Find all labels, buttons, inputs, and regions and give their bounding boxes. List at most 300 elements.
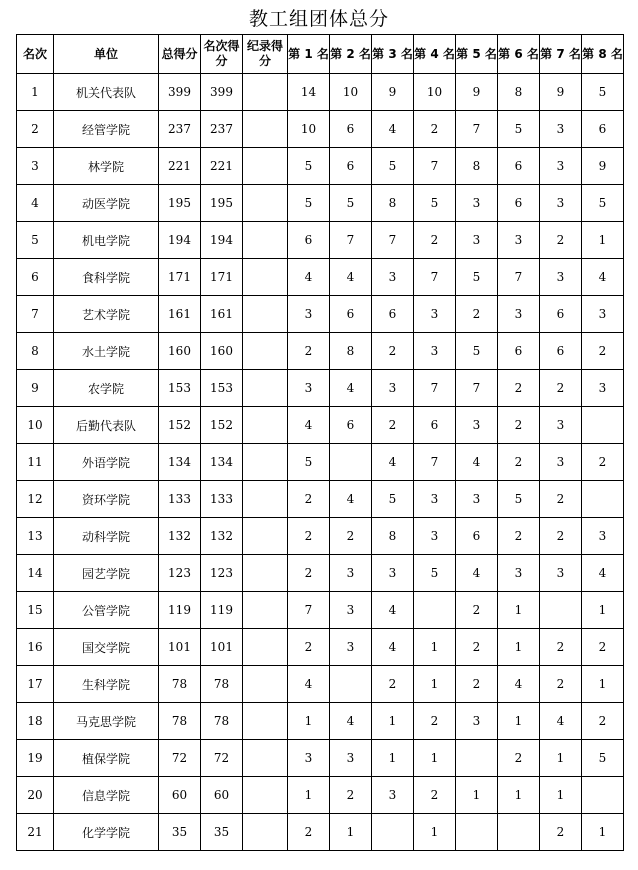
place-2-cell: 4 [330,481,372,518]
place-4-cell: 2 [414,222,456,259]
rank-cell: 4 [17,185,54,222]
place-5-cell: 2 [456,629,498,666]
rank-cell: 6 [17,259,54,296]
rank-score-cell: 152 [201,407,243,444]
total-score-cell: 152 [159,407,201,444]
rank-score-cell: 78 [201,703,243,740]
place-8-cell [582,407,624,444]
unit-cell: 艺术学院 [54,296,159,333]
place-1-cell: 5 [288,185,330,222]
place-8-cell: 5 [582,74,624,111]
place-5-cell: 2 [456,296,498,333]
place-6-cell: 2 [498,518,540,555]
place-2-cell: 6 [330,148,372,185]
place-5-cell: 2 [456,666,498,703]
place-6-cell: 3 [498,555,540,592]
place-4-cell: 7 [414,148,456,185]
unit-cell: 动科学院 [54,518,159,555]
rank-score-cell: 134 [201,444,243,481]
place-6-cell: 1 [498,629,540,666]
place-7-cell: 2 [540,370,582,407]
record-score-cell [243,592,288,629]
total-score-cell: 123 [159,555,201,592]
total-score-cell: 161 [159,296,201,333]
place-8-cell: 4 [582,259,624,296]
place-3-cell: 4 [372,592,414,629]
place-1-cell: 2 [288,481,330,518]
total-score-cell: 399 [159,74,201,111]
place-3-cell: 8 [372,185,414,222]
place-8-cell: 2 [582,703,624,740]
place-5-cell: 4 [456,555,498,592]
rank-score-cell: 72 [201,740,243,777]
total-score-cell: 194 [159,222,201,259]
place-8-cell: 2 [582,629,624,666]
rank-cell: 3 [17,148,54,185]
record-score-cell [243,296,288,333]
place-8-cell [582,777,624,814]
header-rank: 名次 [17,35,54,74]
place-5-cell: 3 [456,407,498,444]
place-7-cell: 1 [540,777,582,814]
record-score-cell [243,518,288,555]
record-score-cell [243,555,288,592]
header-row [17,35,624,74]
place-4-cell: 3 [414,296,456,333]
total-score-cell: 237 [159,111,201,148]
place-3-cell: 3 [372,777,414,814]
place-2-cell: 3 [330,555,372,592]
place-3-cell: 2 [372,333,414,370]
total-score-cell: 72 [159,740,201,777]
place-4-cell: 1 [414,629,456,666]
rank-cell: 12 [17,481,54,518]
place-4-cell: 7 [414,259,456,296]
place-1-cell: 4 [288,666,330,703]
unit-cell: 林学院 [54,148,159,185]
place-1-cell: 2 [288,555,330,592]
total-score-cell: 35 [159,814,201,851]
record-score-cell [243,629,288,666]
place-1-cell: 6 [288,222,330,259]
total-score-cell: 134 [159,444,201,481]
place-6-cell: 6 [498,333,540,370]
place-7-cell: 2 [540,481,582,518]
place-6-cell: 8 [498,74,540,111]
place-7-cell: 2 [540,518,582,555]
record-score-cell [243,814,288,851]
place-8-cell: 4 [582,555,624,592]
rank-cell: 5 [17,222,54,259]
place-7-cell: 2 [540,666,582,703]
place-7-cell: 4 [540,703,582,740]
place-2-cell: 2 [330,777,372,814]
place-1-cell: 5 [288,148,330,185]
place-8-cell: 1 [582,814,624,851]
place-2-cell: 4 [330,370,372,407]
table-row [17,148,624,185]
rank-score-cell: 399 [201,74,243,111]
unit-cell: 信息学院 [54,777,159,814]
unit-cell: 化学学院 [54,814,159,851]
place-4-cell: 1 [414,666,456,703]
place-3-cell: 3 [372,555,414,592]
place-5-cell: 6 [456,518,498,555]
unit-cell: 资环学院 [54,481,159,518]
place-3-cell: 9 [372,74,414,111]
place-6-cell: 4 [498,666,540,703]
place-2-cell: 3 [330,629,372,666]
place-4-cell: 6 [414,407,456,444]
place-4-cell: 5 [414,555,456,592]
header-place-8: 第 8 名 [582,35,624,74]
place-2-cell: 3 [330,740,372,777]
total-score-cell: 60 [159,777,201,814]
place-7-cell: 6 [540,333,582,370]
total-score-cell: 119 [159,592,201,629]
unit-cell: 农学院 [54,370,159,407]
rank-score-cell: 101 [201,629,243,666]
record-score-cell [243,407,288,444]
unit-cell: 经管学院 [54,111,159,148]
rank-score-cell: 60 [201,777,243,814]
place-4-cell [414,592,456,629]
place-7-cell: 1 [540,740,582,777]
record-score-cell [243,259,288,296]
table-row [17,629,624,666]
header-place-2: 第 2 名 [330,35,372,74]
place-4-cell: 2 [414,703,456,740]
place-1-cell: 2 [288,814,330,851]
place-8-cell: 3 [582,518,624,555]
place-3-cell: 4 [372,111,414,148]
place-8-cell: 2 [582,333,624,370]
place-5-cell: 7 [456,111,498,148]
rank-score-cell: 161 [201,296,243,333]
place-3-cell: 2 [372,666,414,703]
header-place-4: 第 4 名 [414,35,456,74]
place-5-cell: 9 [456,74,498,111]
place-5-cell [456,814,498,851]
total-score-cell: 101 [159,629,201,666]
rank-cell: 11 [17,444,54,481]
place-1-cell: 4 [288,407,330,444]
total-score-cell: 171 [159,259,201,296]
place-7-cell: 3 [540,148,582,185]
record-score-cell [243,148,288,185]
place-8-cell: 1 [582,222,624,259]
total-score-cell: 195 [159,185,201,222]
table-row [17,592,624,629]
place-5-cell: 3 [456,185,498,222]
place-5-cell: 2 [456,592,498,629]
place-3-cell: 2 [372,407,414,444]
place-3-cell: 8 [372,518,414,555]
place-6-cell: 5 [498,481,540,518]
header-place-3: 第 3 名 [372,35,414,74]
place-7-cell: 3 [540,259,582,296]
unit-cell: 马克思学院 [54,703,159,740]
rank-cell: 21 [17,814,54,851]
place-6-cell: 6 [498,185,540,222]
unit-cell: 国交学院 [54,629,159,666]
table-row [17,111,624,148]
place-3-cell: 3 [372,259,414,296]
record-score-cell [243,74,288,111]
place-2-cell [330,444,372,481]
place-4-cell: 7 [414,370,456,407]
place-5-cell: 1 [456,777,498,814]
place-3-cell: 4 [372,629,414,666]
unit-cell: 水土学院 [54,333,159,370]
place-8-cell: 3 [582,296,624,333]
unit-cell: 外语学院 [54,444,159,481]
rank-score-cell: 171 [201,259,243,296]
place-4-cell: 3 [414,481,456,518]
place-1-cell: 2 [288,518,330,555]
place-6-cell [498,814,540,851]
place-5-cell: 8 [456,148,498,185]
place-6-cell: 5 [498,111,540,148]
record-score-cell [243,444,288,481]
unit-cell: 机电学院 [54,222,159,259]
rank-cell: 17 [17,666,54,703]
place-7-cell: 3 [540,407,582,444]
rank-cell: 15 [17,592,54,629]
total-score-cell: 133 [159,481,201,518]
table-row [17,777,624,814]
place-5-cell: 3 [456,481,498,518]
table-body [17,74,624,851]
place-6-cell: 3 [498,296,540,333]
place-5-cell: 3 [456,222,498,259]
place-7-cell: 3 [540,555,582,592]
rank-score-cell: 78 [201,666,243,703]
place-3-cell: 5 [372,148,414,185]
place-3-cell: 1 [372,703,414,740]
record-score-cell [243,370,288,407]
table-row [17,814,624,851]
place-7-cell: 3 [540,185,582,222]
place-4-cell: 5 [414,185,456,222]
place-7-cell: 9 [540,74,582,111]
record-score-cell [243,740,288,777]
place-4-cell: 2 [414,777,456,814]
rank-score-cell: 194 [201,222,243,259]
rank-score-cell: 133 [201,481,243,518]
place-2-cell: 6 [330,296,372,333]
record-score-cell [243,703,288,740]
place-6-cell: 2 [498,407,540,444]
rank-score-cell: 35 [201,814,243,851]
record-score-cell [243,777,288,814]
place-6-cell: 1 [498,777,540,814]
rank-score-cell: 221 [201,148,243,185]
table-row [17,333,624,370]
place-7-cell: 6 [540,296,582,333]
header-unit: 单位 [54,35,159,74]
unit-cell: 公管学院 [54,592,159,629]
place-8-cell: 1 [582,592,624,629]
record-score-cell [243,333,288,370]
place-6-cell: 2 [498,740,540,777]
table-row [17,444,624,481]
rank-cell: 20 [17,777,54,814]
header-total-score: 总得分 [159,35,201,74]
total-score-cell: 153 [159,370,201,407]
rank-cell: 2 [17,111,54,148]
place-7-cell: 3 [540,444,582,481]
place-1-cell: 4 [288,259,330,296]
rank-cell: 18 [17,703,54,740]
place-2-cell: 4 [330,259,372,296]
table-row [17,666,624,703]
place-6-cell: 2 [498,444,540,481]
place-4-cell: 3 [414,333,456,370]
header-rank-score: 名次得分 [201,35,243,74]
unit-cell: 食科学院 [54,259,159,296]
table-row [17,703,624,740]
place-8-cell [582,481,624,518]
total-score-cell: 132 [159,518,201,555]
table-row [17,296,624,333]
unit-cell: 生科学院 [54,666,159,703]
rank-score-cell: 237 [201,111,243,148]
place-4-cell: 10 [414,74,456,111]
header-place-5: 第 5 名 [456,35,498,74]
rank-cell: 19 [17,740,54,777]
place-8-cell: 6 [582,111,624,148]
place-2-cell: 7 [330,222,372,259]
place-5-cell: 3 [456,703,498,740]
rank-score-cell: 160 [201,333,243,370]
team-score-table [16,34,624,851]
record-score-cell [243,111,288,148]
unit-cell: 动医学院 [54,185,159,222]
place-2-cell: 10 [330,74,372,111]
place-3-cell: 3 [372,370,414,407]
place-6-cell: 1 [498,592,540,629]
place-8-cell: 5 [582,185,624,222]
place-8-cell: 1 [582,666,624,703]
place-4-cell: 3 [414,518,456,555]
place-7-cell: 2 [540,814,582,851]
place-7-cell: 3 [540,111,582,148]
rank-cell: 14 [17,555,54,592]
table-row [17,185,624,222]
place-8-cell: 5 [582,740,624,777]
place-4-cell: 1 [414,740,456,777]
rank-score-cell: 153 [201,370,243,407]
record-score-cell [243,666,288,703]
table-row [17,74,624,111]
table-row [17,518,624,555]
place-5-cell: 5 [456,333,498,370]
rank-score-cell: 132 [201,518,243,555]
table-row [17,481,624,518]
place-7-cell: 2 [540,222,582,259]
unit-cell: 园艺学院 [54,555,159,592]
place-2-cell: 3 [330,592,372,629]
place-2-cell: 6 [330,111,372,148]
place-1-cell: 5 [288,444,330,481]
table-row [17,740,624,777]
place-3-cell: 4 [372,444,414,481]
place-1-cell: 14 [288,74,330,111]
place-6-cell: 1 [498,703,540,740]
rank-score-cell: 119 [201,592,243,629]
place-2-cell: 4 [330,703,372,740]
header-place-7: 第 7 名 [540,35,582,74]
place-7-cell: 2 [540,629,582,666]
table-row [17,259,624,296]
place-2-cell: 6 [330,407,372,444]
page-title: 教工组团体总分 [248,8,389,30]
record-score-cell [243,481,288,518]
place-1-cell: 1 [288,777,330,814]
table-row [17,370,624,407]
place-4-cell: 7 [414,444,456,481]
place-1-cell: 2 [288,333,330,370]
place-4-cell: 1 [414,814,456,851]
rank-cell: 7 [17,296,54,333]
rank-cell: 1 [17,74,54,111]
place-6-cell: 6 [498,148,540,185]
place-6-cell: 3 [498,222,540,259]
place-5-cell: 7 [456,370,498,407]
total-score-cell: 78 [159,703,201,740]
place-1-cell: 3 [288,296,330,333]
rank-cell: 13 [17,518,54,555]
place-1-cell: 7 [288,592,330,629]
place-2-cell: 2 [330,518,372,555]
place-2-cell: 8 [330,333,372,370]
place-1-cell: 2 [288,629,330,666]
place-1-cell: 1 [288,703,330,740]
place-5-cell: 5 [456,259,498,296]
rank-cell: 8 [17,333,54,370]
place-3-cell: 1 [372,740,414,777]
total-score-cell: 160 [159,333,201,370]
place-2-cell [330,666,372,703]
header-record-score: 纪录得分 [243,35,288,74]
place-7-cell [540,592,582,629]
place-8-cell: 2 [582,444,624,481]
place-8-cell: 3 [582,370,624,407]
table-row [17,555,624,592]
place-4-cell: 2 [414,111,456,148]
rank-score-cell: 123 [201,555,243,592]
place-1-cell: 3 [288,370,330,407]
rank-cell: 10 [17,407,54,444]
total-score-cell: 78 [159,666,201,703]
place-3-cell: 5 [372,481,414,518]
place-5-cell [456,740,498,777]
header-place-1: 第 1 名 [288,35,330,74]
place-3-cell [372,814,414,851]
place-1-cell: 10 [288,111,330,148]
unit-cell: 后勤代表队 [54,407,159,444]
unit-cell: 植保学院 [54,740,159,777]
place-8-cell: 9 [582,148,624,185]
place-6-cell: 7 [498,259,540,296]
place-1-cell: 3 [288,740,330,777]
place-6-cell: 2 [498,370,540,407]
place-5-cell: 4 [456,444,498,481]
place-2-cell: 1 [330,814,372,851]
place-3-cell: 6 [372,296,414,333]
table-row [17,222,624,259]
